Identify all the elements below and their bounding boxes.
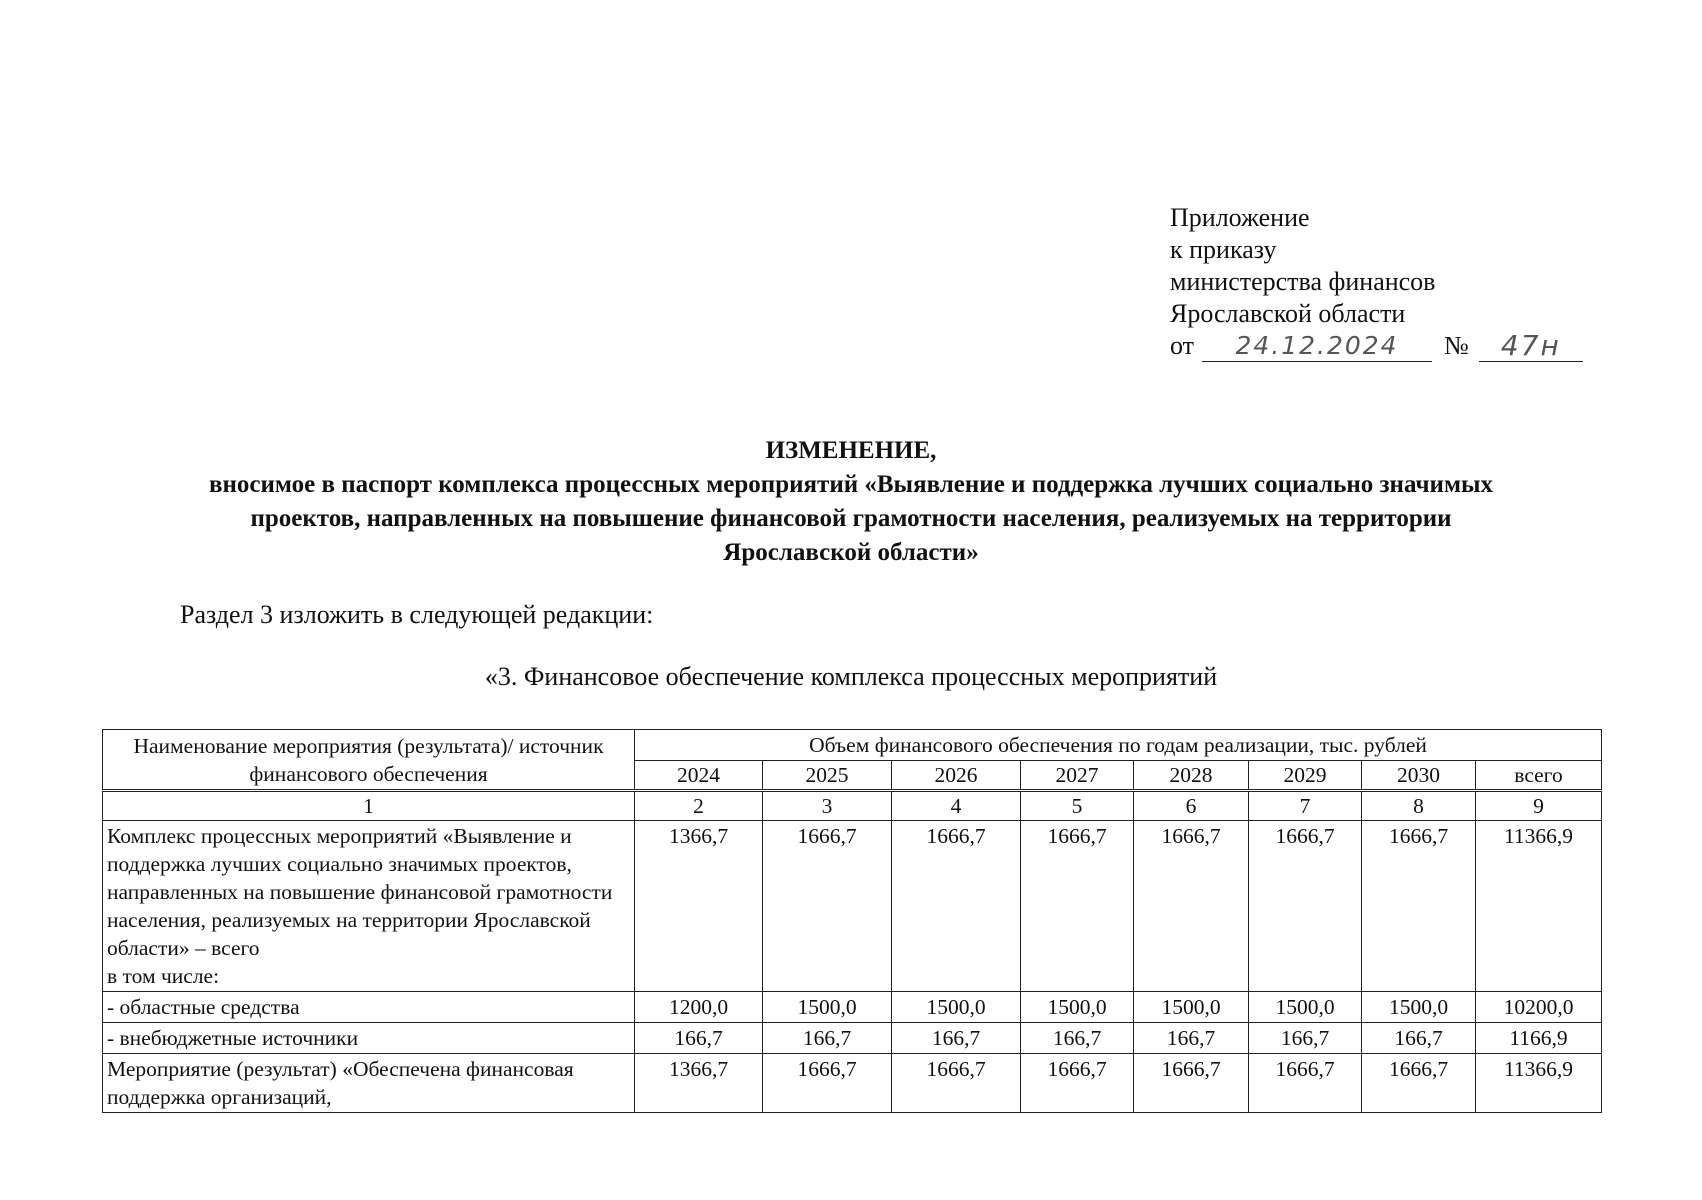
value-cell: 166,7: [1249, 1023, 1362, 1054]
column-number: 9: [1476, 791, 1602, 821]
value-cell: 1666,7: [892, 821, 1021, 992]
total-cell: 10200,0: [1476, 992, 1602, 1023]
value-cell: 1366,7: [635, 821, 763, 992]
column-number: 2: [635, 791, 763, 821]
value-cell: 1666,7: [1249, 1054, 1362, 1113]
year-cell: 2029: [1249, 761, 1362, 791]
handwritten-number: 47н: [1479, 331, 1583, 362]
year-cell: 2027: [1021, 761, 1134, 791]
column-number: 4: [892, 791, 1021, 821]
column-number: 8: [1362, 791, 1476, 821]
value-cell: 1200,0: [635, 992, 763, 1023]
year-cell: 2026: [892, 761, 1021, 791]
value-cell: 1666,7: [1362, 821, 1476, 992]
value-cell: 166,7: [1021, 1023, 1134, 1054]
column-number: 3: [763, 791, 892, 821]
number-label: №: [1444, 331, 1469, 360]
table-header-row: [103, 730, 1602, 761]
header-name-cell: Наименование мероприятия (результата)/ источник финансового обеспечения: [103, 730, 635, 791]
appendix-line-1: Приложение: [1170, 203, 1310, 232]
title-heading: ИЗМЕНЕНИЕ,: [765, 437, 937, 464]
column-number: 5: [1021, 791, 1134, 821]
document-title: [100, 434, 1602, 570]
table-row: [103, 1023, 1602, 1054]
from-label: от: [1170, 331, 1195, 360]
row-name-cell: - внебюджетные источники: [103, 1023, 635, 1054]
appendix-line-2: к приказу: [1170, 235, 1277, 264]
year-cell: 2024: [635, 761, 763, 791]
value-cell: 1666,7: [1362, 1054, 1476, 1113]
value-cell: 1666,7: [763, 821, 892, 992]
value-cell: 1666,7: [1021, 821, 1134, 992]
year-cell: 2028: [1134, 761, 1249, 791]
total-header-cell: всего: [1476, 761, 1602, 791]
value-cell: 1666,7: [1134, 821, 1249, 992]
title-line-2: проектов, направленных на повышение финансовой грамотности населения, реализуемых на территории: [250, 505, 1452, 532]
appendix-block: [1170, 202, 1583, 362]
row-name-cell: [103, 821, 635, 992]
value-cell: 1666,7: [1021, 1054, 1134, 1113]
value-cell: 1500,0: [1249, 992, 1362, 1023]
column-number: 7: [1249, 791, 1362, 821]
value-cell: 1500,0: [1021, 992, 1134, 1023]
value-cell: 166,7: [892, 1023, 1021, 1054]
order-date-number-line: [1170, 330, 1583, 362]
value-cell: 1500,0: [1134, 992, 1249, 1023]
value-cell: 1666,7: [892, 1054, 1021, 1113]
year-cell: 2030: [1362, 761, 1476, 791]
value-cell: 1666,7: [1249, 821, 1362, 992]
header-volume-cell: Объем финансового обеспечения по годам реализации, тыс. рублей: [635, 730, 1602, 761]
year-cell: 2025: [763, 761, 892, 791]
value-cell: 1366,7: [635, 1054, 763, 1113]
row-name-extra: в том числе:: [107, 964, 220, 988]
value-cell: 1500,0: [1362, 992, 1476, 1023]
value-cell: 166,7: [763, 1023, 892, 1054]
value-cell: 166,7: [1362, 1023, 1476, 1054]
row-name-cell: - областные средства: [103, 992, 635, 1023]
value-cell: 166,7: [635, 1023, 763, 1054]
total-cell: 11366,9: [1476, 821, 1602, 992]
table-numbering-row: [103, 791, 1602, 821]
value-cell: 1666,7: [1134, 1054, 1249, 1113]
title-line-3: Ярославской области»: [723, 539, 979, 566]
table-row: [103, 992, 1602, 1023]
table-row: [103, 821, 1602, 992]
value-cell: 1500,0: [892, 992, 1021, 1023]
appendix-line-3: министерства финансов: [1170, 267, 1436, 296]
title-line-1: вносимое в паспорт комплекса процессных мероприятий «Выявление и поддержка лучших социально значимых: [209, 471, 1493, 498]
total-cell: 11366,9: [1476, 1054, 1602, 1113]
section-title: «3. Финансовое обеспечение комплекса процессных мероприятий: [484, 662, 1218, 691]
column-number: 1: [103, 791, 635, 821]
row-name-cell: Мероприятие (результат) «Обеспечена финансовая поддержка организаций,: [103, 1054, 635, 1113]
handwritten-date: 24.12.2024: [1202, 331, 1432, 362]
value-cell: 1500,0: [763, 992, 892, 1023]
table-row: [103, 1054, 1602, 1113]
intro-paragraph: Раздел 3 изложить в следующей редакции:: [180, 600, 654, 629]
financing-table: [102, 729, 1602, 1113]
column-number: 6: [1134, 791, 1249, 821]
row-name-text: Комплекс процессных мероприятий «Выявление и поддержка лучших социально значимых проектов, направленных на повышение финансовой грамотности населения, реализуемых на территории Ярославской области» – всего: [107, 824, 613, 960]
value-cell: 166,7: [1134, 1023, 1249, 1054]
appendix-line-4: Ярославской области: [1170, 299, 1406, 328]
value-cell: 1666,7: [763, 1054, 892, 1113]
total-cell: 1166,9: [1476, 1023, 1602, 1054]
